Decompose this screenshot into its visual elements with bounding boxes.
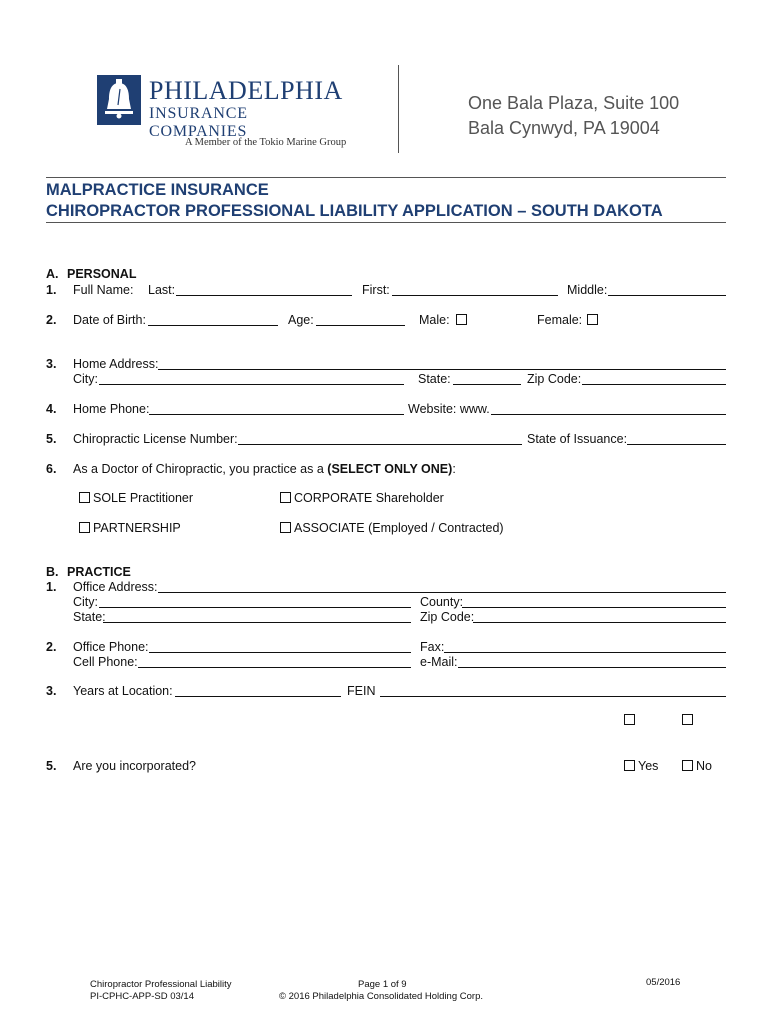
logo-name: PHILADELPHIA [149,76,343,105]
footer-copyright: © 2016 Philadelphia Consolidated Holding Corp. [279,991,483,1002]
state-issuance-field[interactable] [627,444,726,445]
home-city-field[interactable] [99,384,404,385]
title-line-2: CHIROPRACTOR PROFESSIONAL LIABILITY APPLICATION – SOUTH DAKOTA [46,202,663,220]
q-a3-number: 3. [46,357,57,371]
logo-member-line: A Member of the Tokio Marine Group [185,137,347,148]
company-logo [97,75,347,155]
incorporated-yes-checkbox[interactable] [624,760,635,771]
age-field[interactable] [316,325,405,326]
home-zip-label: Zip Code: [527,372,582,386]
last-name-field[interactable] [176,295,352,296]
office-city-label: City: [73,595,98,609]
office-phone-label: Office Phone: [73,640,149,654]
last-name-label: Last: [148,283,176,297]
incorporated-yes-label: Yes [638,759,659,773]
sole-checkbox[interactable] [79,492,90,503]
license-field[interactable] [238,444,522,445]
q-b4-checkbox-2[interactable] [682,714,693,725]
first-name-label: First: [362,283,390,297]
home-address-field[interactable] [158,369,726,370]
county-label: County: [420,595,464,609]
q-a6-text-bold: (SELECT ONLY ONE) [327,462,453,476]
incorporated-label: Are you incorporated? [73,759,196,773]
website-field[interactable] [491,414,726,415]
q-a5-number: 5. [46,432,57,446]
office-state-field[interactable] [103,622,411,623]
logo-subtitle: INSURANCE COMPANIES [149,105,248,140]
q-b5-number: 5. [46,759,57,773]
age-label: Age: [288,313,314,327]
partnership-label: PARTNERSHIP [93,521,181,535]
associate-label: ASSOCIATE (Employed / Contracted) [294,521,504,535]
address-line-1: One Bala Plaza, Suite 100 [468,93,680,113]
home-address-label: Home Address: [73,357,159,371]
dob-label: Date of Birth: [73,313,146,327]
footer-form-code: PI-CPHC-APP-SD 03/14 [90,991,195,1002]
q-a6-text-main: As a Doctor of Chiropractic, you practice as a [73,462,328,476]
years-location-label: Years at Location: [73,684,173,698]
footer-date: 05/2016 [646,977,681,988]
q-b4-checkbox-1[interactable] [624,714,635,725]
header-divider [398,65,399,153]
home-city-label: City: [73,372,98,386]
state-issuance-label: State of Issuance: [527,432,628,446]
fax-label: Fax: [420,640,445,654]
section-b-heading: PRACTICE [67,565,131,579]
q-b1-number: 1. [46,580,57,594]
home-phone-field[interactable] [149,414,404,415]
county-field[interactable] [462,607,726,608]
home-phone-label: Home Phone: [73,402,150,416]
office-address-field[interactable] [158,592,726,593]
q-a6-text [73,462,456,476]
office-zip-label: Zip Code: [420,610,475,624]
section-a-letter: A. [46,267,59,281]
home-state-label: State: [418,372,451,386]
full-name-label: Full Name: [73,283,134,297]
email-field[interactable] [458,667,726,668]
website-label: Website: www. [408,402,490,416]
q-a6-text-colon: : [452,462,456,476]
fax-field[interactable] [444,652,726,653]
q-a4-number: 4. [46,402,57,416]
title-line-1: MALPRACTICE INSURANCE [46,181,269,199]
corporate-checkbox[interactable] [280,492,291,503]
office-phone-field[interactable] [149,652,411,653]
middle-name-field[interactable] [608,295,726,296]
q-a6-number: 6. [46,462,57,476]
female-checkbox[interactable] [587,314,598,325]
office-state-label: State: [73,610,106,624]
email-label: e-Mail: [420,655,458,669]
q-b3-number: 3. [46,684,57,698]
female-label: Female: [537,313,583,327]
office-zip-field[interactable] [473,622,726,623]
male-checkbox[interactable] [456,314,467,325]
office-address-label: Office Address: [73,580,158,594]
fein-field[interactable] [380,696,726,697]
cell-phone-field[interactable] [138,667,411,668]
sole-label: SOLE Practitioner [93,491,194,505]
title-bottom-rule [46,222,726,223]
home-state-field[interactable] [453,384,521,385]
section-a-heading: PERSONAL [67,267,137,281]
middle-name-label: Middle: [567,283,608,297]
q-a2-number: 2. [46,313,57,327]
years-location-field[interactable] [175,696,341,697]
address-line-2: Bala Cynwyd, PA 19004 [468,118,660,138]
title-top-rule [46,177,726,178]
home-zip-field[interactable] [582,384,726,385]
footer-page-number: Page 1 of 9 [358,979,407,990]
fein-label: FEIN [347,684,376,698]
q-a1-number: 1. [46,283,57,297]
footer-form-name: Chiropractor Professional Liability [90,979,232,990]
license-label: Chiropractic License Number: [73,432,238,446]
corporate-label: CORPORATE Shareholder [294,491,444,505]
male-label: Male: [419,313,450,327]
liberty-bell-icon [97,75,141,125]
dob-field[interactable] [148,325,278,326]
incorporated-no-checkbox[interactable] [682,760,693,771]
office-city-field[interactable] [99,607,411,608]
q-b2-number: 2. [46,640,57,654]
incorporated-no-label: No [696,759,712,773]
first-name-field[interactable] [392,295,558,296]
section-b-letter: B. [46,565,59,579]
cell-phone-label: Cell Phone: [73,655,138,669]
partnership-checkbox[interactable] [79,522,90,533]
associate-checkbox[interactable] [280,522,291,533]
